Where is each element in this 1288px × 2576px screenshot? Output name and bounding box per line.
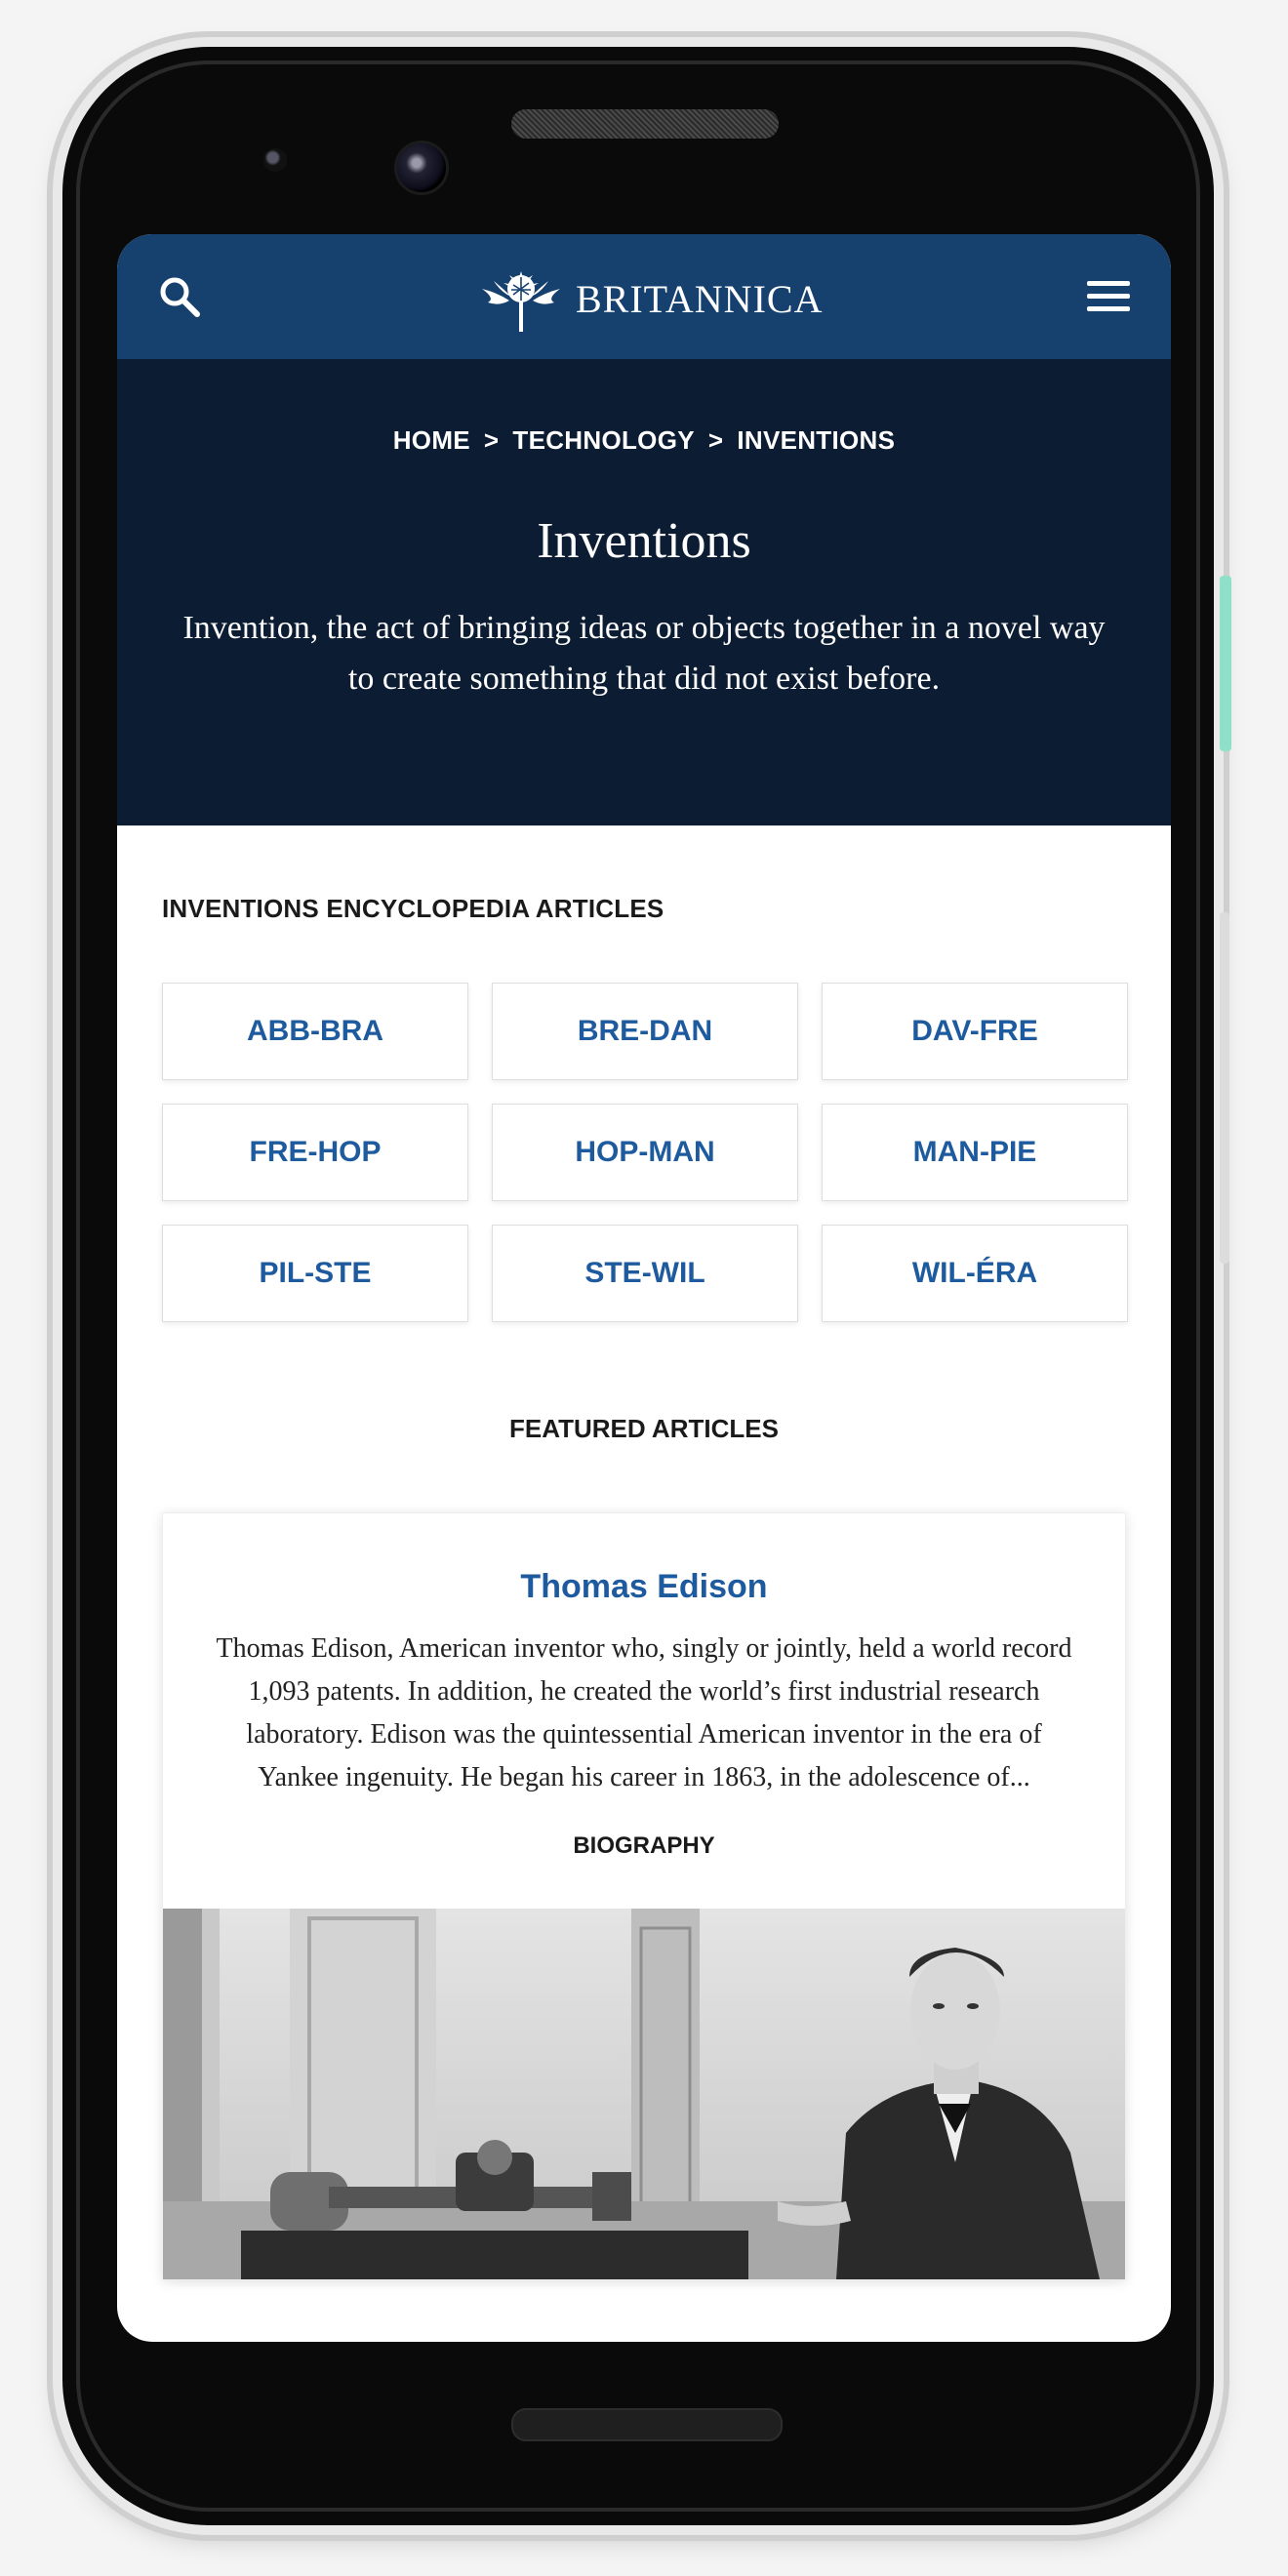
thistle-icon [480, 263, 562, 334]
breadcrumb-separator: > [707, 425, 724, 455]
hamburger-menu-icon [1085, 277, 1132, 316]
range-button-ste-wil[interactable]: STE-WIL [492, 1225, 798, 1322]
article-range-grid [162, 983, 1126, 1322]
featured-heading: FEATURED ARTICLES [509, 1414, 779, 1443]
range-button-bre-dan[interactable]: BRE-DAN [492, 983, 798, 1080]
bottom-speaker [511, 2408, 783, 2441]
page-description: Invention, the act of bringing ideas or objects together in a novel way to create something that did not exist before. [182, 610, 1106, 697]
range-button-wil-era[interactable]: WIL-ÉRA [822, 1225, 1128, 1322]
range-button-hop-man[interactable]: HOP-MAN [492, 1104, 798, 1201]
menu-button[interactable] [1085, 277, 1132, 316]
screen [117, 234, 1171, 2342]
search-button[interactable] [156, 273, 203, 320]
article-summary: Thomas Edison, American inventor who, singly or jointly, held a world record 1,093 patents. In addition, he created the world’s first industrial research laboratory. Edison was the quintessential American inventor in the era of Yankee ingenuity. He began his career in 1863, in the adolescence of... [216, 1633, 1072, 1792]
encyclopedia-heading: INVENTIONS ENCYCLOPEDIA ARTICLES [162, 894, 664, 923]
power-button [1220, 576, 1231, 751]
volume-button [1220, 912, 1229, 1264]
breadcrumb-home[interactable]: HOME [392, 425, 470, 455]
range-button-man-pie[interactable]: MAN-PIE [822, 1104, 1128, 1201]
edison-photo-illustration [163, 1909, 1125, 2279]
article-category: BIOGRAPHY [573, 1832, 715, 1859]
article-photo[interactable] [163, 1909, 1125, 2279]
search-icon [156, 273, 203, 320]
front-camera [394, 141, 449, 195]
featured-article-card[interactable] [162, 1512, 1126, 2280]
front-sensor [263, 148, 287, 172]
range-button-abb-bra[interactable]: ABB-BRA [162, 983, 468, 1080]
main-content [117, 894, 1171, 2280]
breadcrumb [117, 359, 1171, 456]
hero-section [117, 359, 1171, 825]
site-header [117, 234, 1171, 359]
earpiece-speaker [511, 109, 779, 139]
article-title[interactable]: Thomas Edison [520, 1568, 768, 1605]
range-button-dav-fre[interactable]: DAV-FRE [822, 983, 1128, 1080]
breadcrumb-separator: > [483, 425, 500, 455]
range-button-pil-ste[interactable]: PIL-STE [162, 1225, 468, 1322]
range-button-fre-hop[interactable]: FRE-HOP [162, 1104, 468, 1201]
breadcrumb-inventions[interactable]: INVENTIONS [737, 425, 896, 455]
breadcrumb-technology[interactable]: TECHNOLOGY [512, 425, 695, 455]
britannica-logo[interactable] [480, 260, 823, 338]
brand-name: BRITANNICA [576, 276, 824, 321]
page-title: Inventions [537, 513, 751, 569]
